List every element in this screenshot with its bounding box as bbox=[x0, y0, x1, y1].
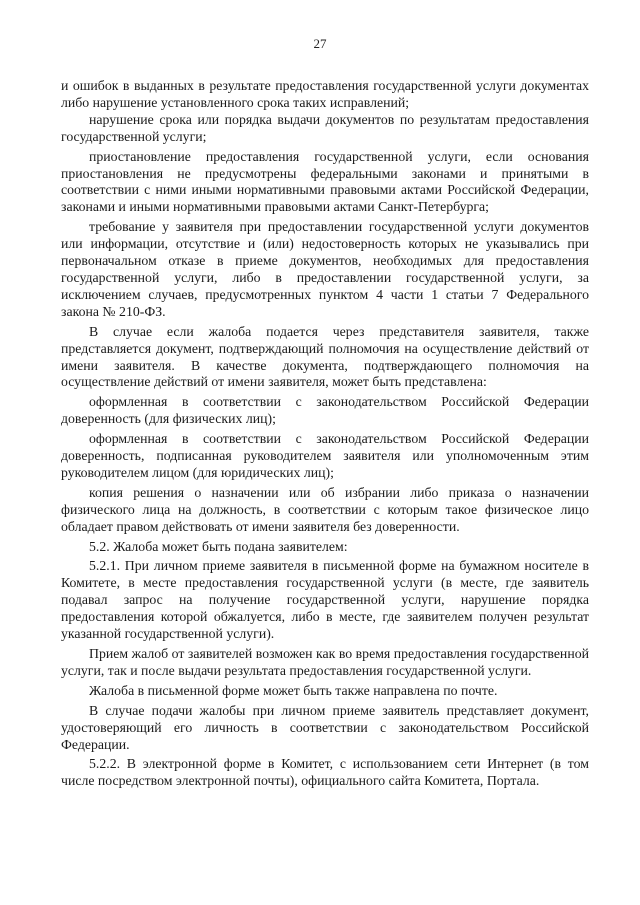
page-number: 27 bbox=[313, 36, 327, 51]
paragraph: требование у заявителя при предоставлении государственной услуги документов или информации, отсутствие и (или) недостоверность которых не указывались при первоначальном отказе в приеме документов, необходимых для предоставления государственной услуги, либо в предоставлении государственной услуги, за исключением случаев, предусмотренных пунктом 4 части 1 статьи 7 Федерального закона № 210-ФЗ. bbox=[61, 219, 589, 319]
paragraph: оформленная в соответствии с законодательством Российской Федерации доверенность (для физических лиц); bbox=[61, 394, 589, 427]
paragraph: 5.2. Жалоба может быть подана заявителем: bbox=[89, 538, 348, 554]
paragraph: Жалоба в письменной форме может быть также направлена по почте. bbox=[89, 682, 498, 698]
paragraph: В случае подачи жалобы при личном приеме заявитель представляет документ, удостоверяющий его личность в соответствии с законодательством Российской Федерации. bbox=[61, 702, 589, 752]
paragraph: 5.2.1. При личном приеме заявителя в письменной форме на бумажном носителе в Комитете, в месте предоставления государственной услуги (в месте, где заявитель подавал запрос на получение государственной услуги, нарушение порядка предоставления которой обжалуется, либо в месте, где заявителем получен результат указанной государственной услуги). bbox=[61, 558, 589, 642]
paragraph: нарушение срока или порядка выдачи документов по результатам предоставления государственной услуги; bbox=[61, 111, 589, 144]
paragraph: приостановление предоставления государственной услуги, если основания приостановления не предусмотрены федеральными законами и принятыми в соответствии с ними иными нормативными правовыми актами Российской Федерации, законами и иными нормативными правовыми актами Санкт-Петербурга; bbox=[61, 148, 589, 215]
paragraph: 5.2.2. В электронной форме в Комитет, с использованием сети Интернет (в том числе посредством электронной почты), официального сайта Комитета, Портала. bbox=[61, 756, 589, 789]
paragraph: Прием жалоб от заявителей возможен как во время предоставления государственной услуги, так и после выдачи результата предоставления государственной услуги. bbox=[61, 646, 589, 678]
paragraph: копия решения о назначении или об избрании либо приказа о назначении физического лица на должность, в соответствии с которым такое физическое лицо обладает правом действовать от имени заявителя без доверенности. bbox=[61, 484, 589, 534]
document-body bbox=[61, 78, 589, 790]
paragraph: оформленная в соответствии с законодательством Российской Федерации доверенность, подписанная руководителем заявителя или уполномоченным этим руководителем лицом (для юридических лиц); bbox=[61, 431, 589, 480]
paragraph: и ошибок в выданных в результате предоставления государственной услуги документах либо нарушение установленного срока таких исправлений; bbox=[61, 78, 589, 110]
paragraph: В случае если жалоба подается через представителя заявителя, также представляется документ, подтверждающий полномочия на осуществление действий от имени заявителя. В качестве документа, подтверждающего полномочия на осуществление действий от имени заявителя, может быть представлена: bbox=[61, 323, 589, 390]
